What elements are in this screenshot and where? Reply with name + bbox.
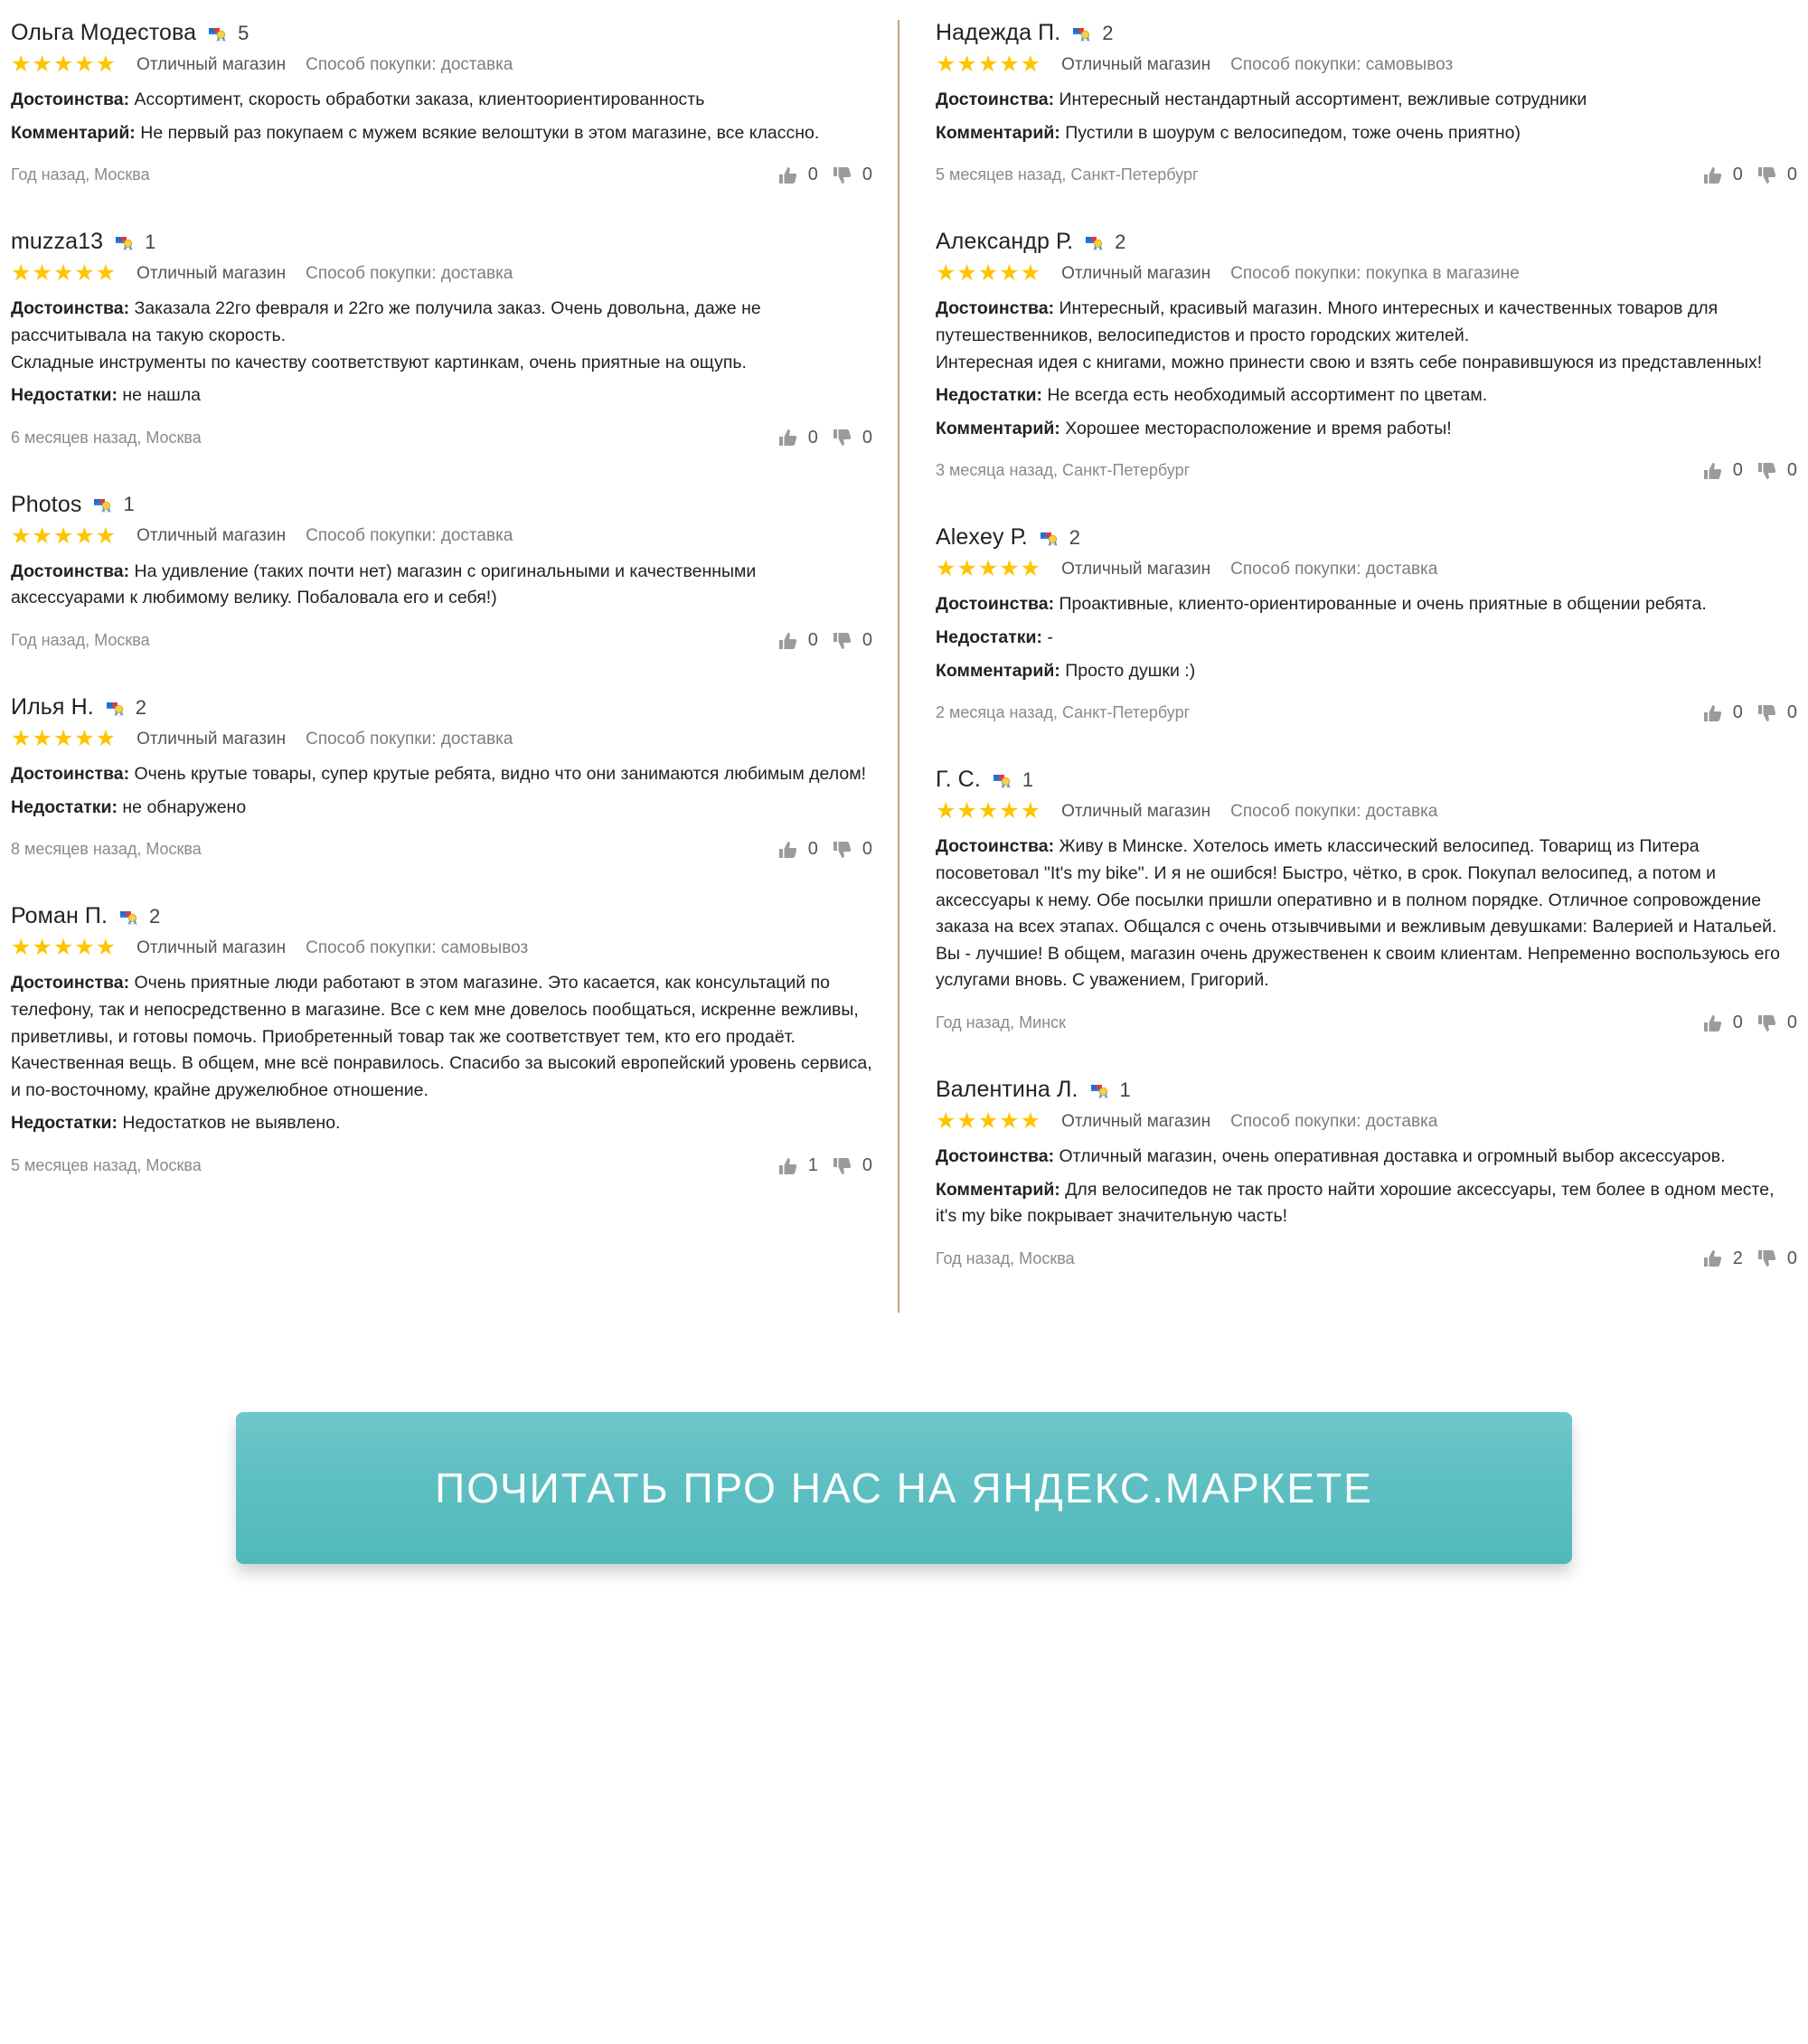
read-about-us-on-yandex-market-button[interactable]: ПОЧИТАТЬ ПРО НАС НА ЯНДЕКС.МАРКЕТЕ — [236, 1412, 1572, 1564]
review-item — [936, 524, 1797, 767]
review-verdict: Отличный магазин — [137, 729, 287, 749]
dislike-count: 0 — [862, 630, 872, 650]
review-cons-label: Недостатки: — [11, 796, 118, 817]
review-verdict: Отличный магазин — [137, 263, 287, 283]
review-comment: Комментарий: Не первый раз покупаем с мужем всякие велоштуки в этом магазине, все классно. — [11, 122, 820, 143]
review-badge-count: 2 — [149, 904, 161, 928]
review-verdict: Отличный магазин — [1061, 801, 1211, 821]
review-comment-label: Комментарий: — [936, 1179, 1060, 1200]
review-pros-label: Достоинства: — [936, 298, 1055, 319]
like-count: 0 — [807, 630, 818, 650]
review-votes — [778, 630, 872, 651]
review-pros-label: Достоинства: — [11, 89, 130, 109]
yandex-market-medal-icon — [1069, 24, 1095, 44]
review-votes — [1703, 702, 1797, 723]
review-purchase-method: Способ покупки: доставка — [306, 54, 513, 74]
thumb-up-button[interactable] — [1703, 702, 1743, 723]
review-item — [11, 903, 872, 1220]
review-date-location: 3 месяца назад, Санкт-Петербург — [936, 461, 1191, 480]
review-author: muzza13 — [11, 229, 104, 255]
review-verdict: Отличный магазин — [1061, 54, 1211, 74]
review-header — [11, 229, 872, 255]
review-purchase-method: Способ покупки: доставка — [1230, 559, 1438, 579]
thumb-down-button[interactable] — [1757, 702, 1797, 723]
review-header — [936, 229, 1797, 255]
cta-area — [0, 1313, 1808, 1672]
review-footer — [11, 1155, 872, 1176]
review-comment: Комментарий: Хорошее месторасположение и время работы! — [936, 418, 1452, 438]
thumb-up-icon — [1703, 166, 1723, 184]
review-cons-label: Недостатки: — [936, 385, 1042, 406]
review-badge-count: 2 — [135, 695, 147, 719]
rating-stars: ★★★★★ — [936, 1108, 1042, 1134]
thumb-up-icon — [1703, 462, 1723, 480]
like-count: 1 — [807, 1155, 818, 1175]
review-meta — [11, 937, 872, 959]
review-cons: Недостатки: - — [936, 627, 1053, 647]
review-item — [11, 694, 872, 903]
rating-stars: ★★★★★ — [936, 556, 1042, 582]
review-date-location: 5 месяцев назад, Санкт-Петербург — [936, 165, 1199, 184]
review-date-location: Год назад, Москва — [11, 631, 150, 649]
yandex-market-medal-icon — [1069, 24, 1095, 44]
rating-stars: ★★★★★ — [11, 935, 118, 961]
thumb-up-icon — [1703, 1249, 1723, 1267]
thumb-up-icon — [1703, 704, 1723, 722]
review-comment-label: Комментарий: — [936, 122, 1060, 143]
yandex-market-medal-icon — [103, 699, 128, 719]
review-badge-count: 2 — [1102, 21, 1114, 44]
thumb-down-icon — [833, 429, 852, 447]
review-header — [936, 767, 1797, 793]
reviews-column-left — [11, 20, 899, 1313]
thumb-down-icon — [833, 632, 852, 650]
thumb-up-button[interactable] — [778, 1155, 818, 1176]
review-verdict: Отличный магазин — [1061, 559, 1211, 579]
thumb-down-button[interactable] — [833, 165, 872, 185]
review-purchase-method: Способ покупки: доставка — [306, 263, 513, 283]
review-pros-label: Достоинства: — [936, 1146, 1055, 1166]
review-purchase-method: Способ покупки: доставка — [1230, 1111, 1438, 1131]
thumb-down-icon — [833, 841, 852, 859]
review-cons-label: Недостатки: — [11, 1113, 118, 1134]
yandex-market-medal-icon — [1088, 1081, 1113, 1101]
like-count: 0 — [1732, 460, 1743, 481]
review-votes — [1703, 1248, 1797, 1269]
review-purchase-method: Способ покупки: самовывоз — [306, 937, 529, 957]
like-count: 0 — [807, 839, 818, 860]
thumb-up-button[interactable] — [778, 839, 818, 860]
thumb-down-icon — [833, 166, 852, 184]
review-footer — [936, 1248, 1797, 1269]
review-date-location: Год назад, Москва — [936, 1248, 1075, 1267]
thumb-down-button[interactable] — [1757, 1013, 1797, 1033]
review-header — [11, 20, 872, 46]
yandex-market-medal-icon — [205, 24, 231, 44]
yandex-market-medal-icon — [117, 908, 142, 928]
review-comment: Комментарий: Для велосипедов не так просто найти хорошие аксессуары, тем более в одном месте, it's my bike покрывает значительную часть! — [936, 1179, 1775, 1227]
review-cons: Недостатки: Недостатков не выявлено. — [11, 1113, 341, 1134]
rating-stars: ★★★★★ — [11, 726, 118, 751]
review-pros-label: Достоинства: — [936, 89, 1055, 109]
review-item — [11, 492, 872, 694]
thumb-down-button[interactable] — [1757, 165, 1797, 185]
thumb-up-button[interactable] — [1703, 165, 1743, 185]
dislike-count: 0 — [1786, 702, 1797, 723]
rating-stars: ★★★★★ — [11, 52, 118, 77]
yandex-market-medal-icon — [112, 233, 137, 253]
review-header — [936, 1077, 1797, 1103]
review-pros: Достоинства: Отличный магазин, очень оперативная доставка и огромный выбор аксессуаров. — [936, 1146, 1726, 1166]
review-author: Photos — [11, 491, 82, 517]
thumb-up-icon — [1703, 1014, 1723, 1032]
review-comment-label: Комментарий: — [936, 418, 1060, 438]
rating-stars: ★★★★★ — [936, 52, 1042, 77]
review-footer — [11, 165, 872, 185]
review-cons-label: Недостатки: — [11, 385, 118, 406]
yandex-market-medal-icon — [1082, 233, 1107, 253]
review-badge-count: 5 — [238, 21, 250, 44]
thumb-down-button[interactable] — [1757, 1248, 1797, 1269]
thumb-up-button[interactable] — [1703, 460, 1743, 481]
rating-stars: ★★★★★ — [936, 798, 1042, 824]
review-item — [936, 1077, 1797, 1313]
review-pros: Достоинства: Живу в Минске. Хотелось иметь классический велосипед. Товарищ из Питера посоветовал "It's my bike". И я не ошибся! Быстро, чётко, в срок. Покупал велосипед, а потом и аксессуары к нему. Обе посылки пришли оперативно и в полном порядке. Отличное сопровождение заказа на всех этапах. Общался с очень отзывчивыми и вежливым девушками: Валерией и Натальей. Вы - лучшие! В общем, магазин очень дружественен к своим клиентам. Непременно воспользуюсь его услугами вновь. С уважением, Григорий. — [936, 836, 1780, 991]
review-header — [11, 492, 872, 518]
review-votes — [778, 165, 872, 185]
review-date-location: 6 месяцев назад, Москва — [11, 428, 202, 447]
review-author: Роман П. — [11, 903, 108, 929]
review-header — [936, 20, 1797, 46]
review-date-location: Год назад, Москва — [11, 165, 150, 184]
thumb-down-button[interactable] — [833, 1155, 872, 1176]
thumb-down-icon — [1757, 1014, 1777, 1032]
thumb-down-button[interactable] — [833, 839, 872, 860]
thumb-up-button[interactable] — [1703, 1013, 1743, 1033]
dislike-count: 0 — [1786, 1013, 1797, 1032]
thumb-down-icon — [1757, 166, 1777, 184]
review-purchase-method: Способ покупки: доставка — [306, 729, 513, 749]
review-footer — [936, 1013, 1797, 1033]
review-verdict: Отличный магазин — [137, 54, 287, 74]
dislike-count: 0 — [862, 427, 872, 447]
review-meta — [936, 1110, 1797, 1133]
review-pros: Достоинства: Очень приятные люди работают в этом магазине. Это касается, как консультаций по телефону, так и непосредственно в магазине. Все с кем мне довелось пообщаться, искренне вежливы, приветливы, и готовы помочь. Приобретенный товар так же соответствует тем, кто его продаёт. Качественная вещь. В общем, мне всё понравилось. Спасибо за высокий европейский уровень сервиса, и по-восточному, крайне дружелюбное отношение. — [11, 973, 872, 1100]
reviews-column-right — [899, 20, 1797, 1313]
like-count: 0 — [1732, 1013, 1743, 1032]
review-meta — [936, 53, 1797, 76]
review-purchase-method: Способ покупки: покупка в магазине — [1230, 263, 1520, 283]
dislike-count: 0 — [862, 1155, 872, 1175]
yandex-market-medal-icon — [990, 771, 1015, 791]
review-verdict: Отличный магазин — [137, 526, 287, 546]
review-cons: Недостатки: не нашла — [11, 385, 201, 406]
review-votes — [778, 428, 872, 448]
review-purchase-method: Способ покупки: доставка — [1230, 801, 1438, 821]
review-pros: Достоинства: Ассортимент, скорость обработки заказа, клиентоориентированность — [11, 89, 705, 109]
review-meta — [936, 800, 1797, 823]
like-count: 0 — [1732, 165, 1743, 185]
review-pros-label: Достоинства: — [11, 973, 130, 994]
dislike-count: 0 — [1786, 165, 1797, 185]
review-date-location: Год назад, Минск — [936, 1013, 1067, 1031]
review-pros: Достоинства: Заказала 22го февраля и 22го же получила заказ. Очень довольна, даже не рассчитывала на такую скорость. Складные инструменты по качеству соответствуют картинкам, очень приятные на ощупь. — [11, 298, 761, 372]
review-badge-count: 1 — [145, 230, 156, 253]
review-votes — [778, 1155, 872, 1176]
review-pros: Достоинства: Интересный нестандартный ассортимент, вежливые сотрудники — [936, 89, 1587, 109]
rating-stars: ★★★★★ — [11, 260, 118, 287]
like-count: 0 — [807, 427, 818, 447]
yandex-market-medal-icon — [90, 495, 116, 515]
review-pros-label: Достоинства: — [936, 594, 1055, 615]
thumb-down-icon — [1757, 704, 1777, 722]
review-footer — [936, 702, 1797, 723]
review-date-location: 2 месяца назад, Санкт-Петербург — [936, 703, 1191, 722]
dislike-count: 0 — [862, 839, 872, 860]
yandex-market-medal-icon — [1088, 1081, 1113, 1101]
review-author: Ольга Модестова — [11, 20, 197, 45]
review-comment-label: Комментарий: — [936, 660, 1060, 681]
review-meta — [11, 53, 872, 76]
review-purchase-method: Способ покупки: самовывоз — [1230, 54, 1454, 74]
review-footer — [11, 630, 872, 651]
yandex-market-medal-icon — [990, 771, 1015, 791]
review-author: Г. С. — [936, 767, 981, 793]
thumb-up-icon — [778, 632, 798, 650]
review-votes — [1703, 460, 1797, 481]
thumb-up-button[interactable] — [778, 630, 818, 651]
review-author: Александр Р. — [936, 229, 1074, 255]
review-votes — [778, 839, 872, 860]
review-footer — [11, 839, 872, 860]
review-verdict: Отличный магазин — [1061, 1111, 1211, 1131]
review-verdict: Отличный магазин — [1061, 263, 1211, 283]
review-date-location: 5 месяцев назад, Москва — [11, 1156, 202, 1174]
review-meta — [936, 558, 1797, 580]
review-meta — [11, 262, 872, 285]
review-purchase-method: Способ покупки: доставка — [306, 526, 513, 546]
review-meta — [11, 525, 872, 548]
thumb-down-icon — [1757, 1249, 1777, 1267]
like-count: 0 — [1732, 702, 1743, 723]
review-comment: Комментарий: Просто душки :) — [936, 660, 1196, 681]
thumb-down-icon — [833, 1157, 852, 1175]
review-cons: Недостатки: не обнаружено — [11, 796, 247, 817]
rating-stars: ★★★★★ — [936, 260, 1042, 287]
review-header — [11, 694, 872, 721]
review-comment-label: Комментарий: — [11, 122, 136, 143]
yandex-market-medal-icon — [1037, 529, 1062, 549]
review-badge-count: 2 — [1069, 525, 1081, 549]
review-item — [936, 229, 1797, 524]
thumb-down-button[interactable] — [1757, 460, 1797, 481]
review-item — [11, 20, 872, 229]
review-item — [936, 20, 1797, 229]
review-item — [11, 229, 872, 492]
review-pros-label: Достоинства: — [11, 764, 130, 784]
review-comment: Комментарий: Пустили в шоурум с велосипедом, тоже очень приятно) — [936, 122, 1521, 143]
review-votes — [1703, 165, 1797, 185]
dislike-count: 0 — [1786, 460, 1797, 481]
review-pros-label: Достоинства: — [936, 836, 1055, 857]
review-badge-count: 2 — [1115, 230, 1126, 253]
review-badge-count: 1 — [1022, 768, 1034, 791]
review-verdict: Отличный магазин — [137, 937, 287, 957]
review-badge-count: 1 — [123, 493, 135, 516]
yandex-market-medal-icon — [1037, 529, 1062, 549]
like-count: 0 — [807, 165, 818, 185]
thumb-up-icon — [778, 841, 798, 859]
review-item — [936, 767, 1797, 1077]
yandex-market-medal-icon — [1082, 233, 1107, 253]
review-pros: Достоинства: Проактивные, клиенто-ориентированные и очень приятные в общении ребята. — [936, 594, 1707, 615]
yandex-market-medal-icon — [205, 24, 231, 44]
thumb-up-button[interactable] — [778, 165, 818, 185]
dislike-count: 0 — [1786, 1248, 1797, 1268]
review-author: Alexey Р. — [936, 524, 1028, 551]
review-date-location: 8 месяцев назад, Москва — [11, 840, 202, 859]
review-meta — [936, 262, 1797, 285]
dislike-count: 0 — [862, 165, 872, 185]
review-badge-count: 1 — [1119, 1078, 1131, 1101]
review-author: Валентина Л. — [936, 1077, 1078, 1102]
review-votes — [1703, 1013, 1797, 1033]
review-author: Надежда П. — [936, 20, 1061, 45]
review-footer — [11, 428, 872, 448]
yandex-market-medal-icon — [90, 495, 116, 515]
rating-stars: ★★★★★ — [11, 523, 118, 549]
review-meta — [11, 728, 872, 750]
review-author: Илья Н. — [11, 694, 94, 720]
yandex-market-medal-icon — [103, 699, 128, 719]
thumb-up-button[interactable] — [778, 428, 818, 448]
review-pros-label: Достоинства: — [11, 298, 130, 319]
thumb-down-icon — [1757, 462, 1777, 480]
thumb-up-button[interactable] — [1703, 1248, 1743, 1269]
review-cons: Недостатки: Не всегда есть необходимый ассортимент по цветам. — [936, 385, 1488, 406]
review-header — [11, 903, 872, 929]
thumb-up-icon — [778, 166, 798, 184]
thumb-up-icon — [778, 1157, 798, 1175]
like-count: 2 — [1732, 1248, 1743, 1268]
review-footer — [936, 165, 1797, 185]
review-pros: Достоинства: На удивление (таких почти нет) магазин с оригинальными и качественными аксессуарами к любимому велику. Побаловала его и себя!) — [11, 560, 757, 608]
review-cons-label: Недостатки: — [936, 627, 1042, 647]
review-pros: Достоинства: Интересный, красивый магазин. Много интересных и качественных товаров для путешественников, велосипедистов и просто городских жителей. Интересная идея с книгами, можно принести свою и взять себе понравившуюся из представленных! — [936, 298, 1763, 372]
review-pros-label: Достоинства: — [11, 560, 130, 581]
review-footer — [936, 460, 1797, 481]
review-header — [936, 524, 1797, 551]
yandex-market-medal-icon — [117, 908, 142, 928]
review-pros: Достоинства: Очень крутые товары, супер крутые ребята, видно что они занимаются любимым делом! — [11, 764, 867, 784]
yandex-market-medal-icon — [112, 233, 137, 253]
thumb-down-button[interactable] — [833, 428, 872, 448]
thumb-up-icon — [778, 429, 798, 447]
thumb-down-button[interactable] — [833, 630, 872, 651]
